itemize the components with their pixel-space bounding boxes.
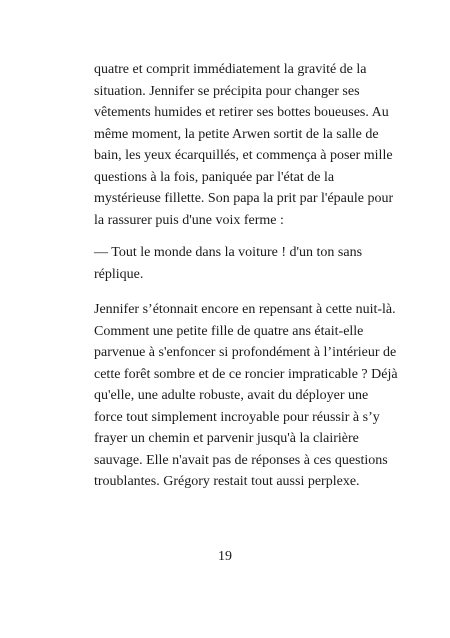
- text-line: Jennifer s’étonnait encore en repensant à cette nuit-là.: [94, 302, 396, 317]
- text-line: vêtements humides et retirer ses bottes boueuses. Au: [94, 105, 389, 120]
- text-line: mystérieuse fillette. Son papa la prit par l'épaule pour: [94, 191, 394, 206]
- text-line: qu'elle, une adulte robuste, avait du déployer une: [94, 388, 369, 403]
- text-line: réplique.: [94, 266, 144, 282]
- text-line: troublantes. Grégory restait tout aussi perplexe.: [94, 474, 360, 489]
- paragraph-1: [94, 59, 394, 231]
- text-line: quatre et comprit immédiatement la gravité de la: [94, 62, 367, 77]
- page-number: 19: [218, 549, 232, 564]
- text-line: même moment, la petite Arwen sortit de la salle de: [94, 126, 379, 142]
- text-line: force tout simplement incroyable pour réussir à s’y: [94, 409, 380, 425]
- text-line: questions à la fois, paniquée par l'état de la: [94, 169, 335, 185]
- text-line: parvenue à s'enfoncer si profondément à l’intérieur de: [94, 345, 397, 360]
- text-line: sauvage. Elle n'avait pas de réponses à ces questions: [94, 452, 388, 468]
- text-line: situation. Jennifer se précipita pour changer ses: [94, 83, 360, 99]
- text-line: — Tout le monde dans la voiture ! d'un ton sans: [94, 245, 363, 260]
- paragraph-3: [94, 299, 398, 493]
- text-line: cette forêt sombre et de ce roncier impraticable ? Déjà: [94, 366, 398, 382]
- paragraph-2-dialogue: [94, 242, 394, 285]
- text-line: bain, les yeux écarquillés, et commença à poser mille: [94, 148, 393, 163]
- text-line: frayer un chemin et parvenir jusqu'à la clairière: [94, 431, 359, 446]
- text-line: la rassurer puis d'une voix ferme :: [94, 212, 284, 228]
- text-line: Comment une petite fille de quatre ans était-elle: [94, 323, 364, 339]
